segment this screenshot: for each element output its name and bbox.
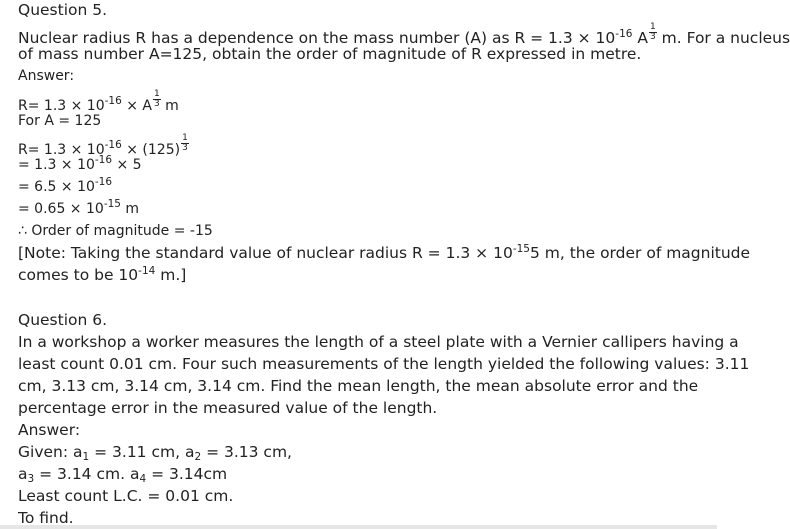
answer-step-3: $R= 1.3 \times 10^{-16} \times (125)$ $\frac{1}{3}$ — [18, 133, 188, 158]
exponent: -15 — [512, 243, 530, 255]
question-6-statement-line-3: cm, 3.13 cm, 3.14 cm, 3.14 cm. Find the mean length, the mean absolute error and the — [18, 377, 699, 395]
to-find-line: To find. — [18, 509, 74, 527]
exponent: -16 — [615, 28, 633, 40]
given-line-1: Given: $a_1 = 3.11$ cm, $a_2 = 3.13$ cm, — [18, 443, 292, 463]
question-5-answer-label: Answer: — [18, 68, 75, 84]
question-5-statement-line-1: Nuclear radius R has a dependence on the mass number (A) as $R = 1.3 \times 10^{-16}$ A $\frac{1}{3}$ m. For a nucleus — [18, 22, 790, 47]
answer-step-5: = $6.5 \times 10^{-16}$ — [18, 176, 113, 195]
exponent: -16 — [104, 139, 122, 151]
question-6-statement-line-1: In a workshop a worker measures the length of a steel plate with a Vernier callipers having a — [18, 333, 739, 351]
question-6-statement-line-2: least count 0.01 cm. Four such measurements of the length yielded the following values: 3.11 — [18, 355, 750, 373]
exponent: -14 — [138, 265, 156, 277]
given-line-2: $a_3 = 3.14$ cm. $a_4 = 3.14cm$ — [18, 465, 228, 485]
exponent: -16 — [94, 154, 113, 166]
fraction-one-third: $\frac{1}{3}$ — [649, 22, 656, 42]
note-line-1: [Note: Taking the standard value of nuclear radius $R = 1.3 \times 10^{-15}5$ m, the order of magnitude — [18, 243, 751, 262]
exponent: -16 — [94, 176, 113, 188]
subscript: 1 — [82, 451, 90, 463]
answer-conclusion: ∴ Order of magnitude = -15 — [18, 223, 213, 239]
exponent: -16 — [104, 95, 122, 107]
subscript: 4 — [139, 473, 147, 485]
note-line-2: comes to be $10^{-14}$ m.] — [18, 265, 187, 284]
exponent: -15 — [103, 198, 121, 210]
question-6-title: Question 6. — [18, 311, 108, 329]
fraction-one-third: $\frac{1}{3}$ — [182, 133, 188, 153]
question-6-answer-label: Answer: — [18, 421, 81, 439]
question-5-statement-line-2: of mass number A=125, obtain the order of magnitude of R expressed in metre. — [18, 45, 642, 63]
fraction-one-third: $\frac{1}{3}$ — [154, 89, 160, 109]
answer-step-4: = $1.3 \times 10^{-16} \times 5$ — [18, 154, 142, 173]
answer-step-2: For A = 125 — [18, 113, 102, 129]
subscript: 2 — [194, 451, 202, 463]
subscript: 3 — [27, 473, 35, 485]
answer-step-1: $R= 1.3 \times 10^{-16} \times A$ $\frac{1}{3}$ m — [18, 89, 179, 114]
question-6-statement-line-4: percentage error in the measured value of the length. — [18, 399, 438, 417]
answer-step-6: = $0.65 \times 10^{-15}$ m — [18, 198, 140, 217]
least-count-line: Least count L.C. = 0.01 cm. — [18, 487, 234, 505]
question-5-title: Question 5. — [18, 1, 108, 19]
